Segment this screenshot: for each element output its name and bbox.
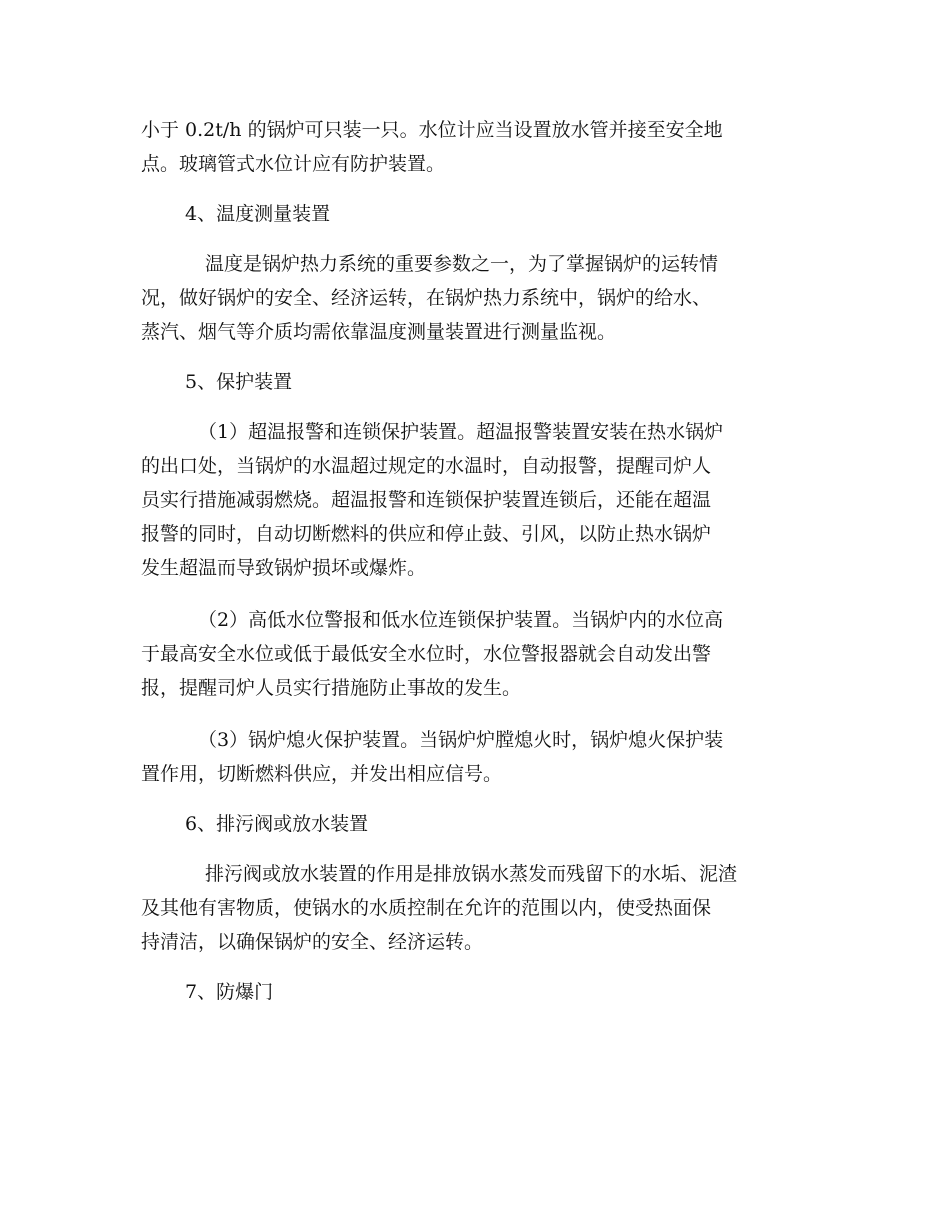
paragraph-temperature <box>141 247 830 349</box>
text-line: 温度是锅炉热力系统的重要参数之一，为了掌握锅炉的运转情 <box>205 253 719 275</box>
text-line: 报警的同时，自动切断燃料的供应和停止鼓、引风，以防止热水锅炉 <box>141 523 712 545</box>
text-line: 于最高安全水位或低于最低安全水位时，水位警报器就会自动发出警 <box>141 643 712 665</box>
paragraph-spacer <box>141 705 830 723</box>
paragraph-drain-valve <box>141 857 830 959</box>
paragraph-flameout-protection <box>141 723 830 791</box>
section-heading-4: 4、温度测量装置 <box>185 203 331 225</box>
text-line: 及其他有害物质，使锅水的水质控制在允许的范围以内，使受热面保 <box>141 897 712 919</box>
text-line: 置作用，切断燃料供应，并发出相应信号。 <box>141 763 503 785</box>
paragraph-spacer <box>141 585 830 603</box>
text-line: 报，提醒司炉人员实行措施防止事故的发生。 <box>141 677 522 699</box>
text-line: 发生超温而导致锅炉损坏或爆炸。 <box>141 557 427 579</box>
text-line: 员实行措施减弱燃烧。超温报警和连锁保护装置连锁后，还能在超温 <box>141 489 712 511</box>
text-line: 排污阀或放水装置的作用是排放锅水蒸发而残留下的水垢、泥渣 <box>205 863 738 885</box>
section-heading-5: 5、保护装置 <box>185 371 293 393</box>
section-heading-7: 7、防爆门 <box>185 981 274 1003</box>
text-line: （2）高低水位警报和低水位连锁保护装置。当锅炉内的水位高 <box>198 609 724 631</box>
text-line: （3）锅炉熄火保护装置。当锅炉炉膛熄火时，锅炉熄火保护装 <box>198 729 724 751</box>
text-line: （1）超温报警和连锁保护装置。超温报警装置安装在热水锅炉 <box>198 421 724 443</box>
text-line: 况，做好锅炉的安全、经济运转，在锅炉热力系统中，锅炉的给水、 <box>141 287 712 309</box>
text-line: 小于 0.2t/h 的锅炉可只装一只。水位计应当设置放水管并接至安全地 <box>141 119 723 141</box>
text-line: 持清洁，以确保锅炉的安全、经济运转。 <box>141 931 484 953</box>
text-line: 点。玻璃管式水位计应有防护装置。 <box>141 153 446 175</box>
paragraph-water-level-protection <box>141 603 830 705</box>
text-line: 蒸汽、烟气等介质均需依靠温度测量装置进行测量监视。 <box>141 321 617 343</box>
paragraph-water-gauge <box>141 113 830 181</box>
paragraph-overtemp-protection <box>141 415 830 585</box>
text-line: 的出口处，当锅炉的水温超过规定的水温时，自动报警，提醒司炉人 <box>141 455 712 477</box>
section-heading-6: 6、排污阀或放水装置 <box>185 813 369 835</box>
